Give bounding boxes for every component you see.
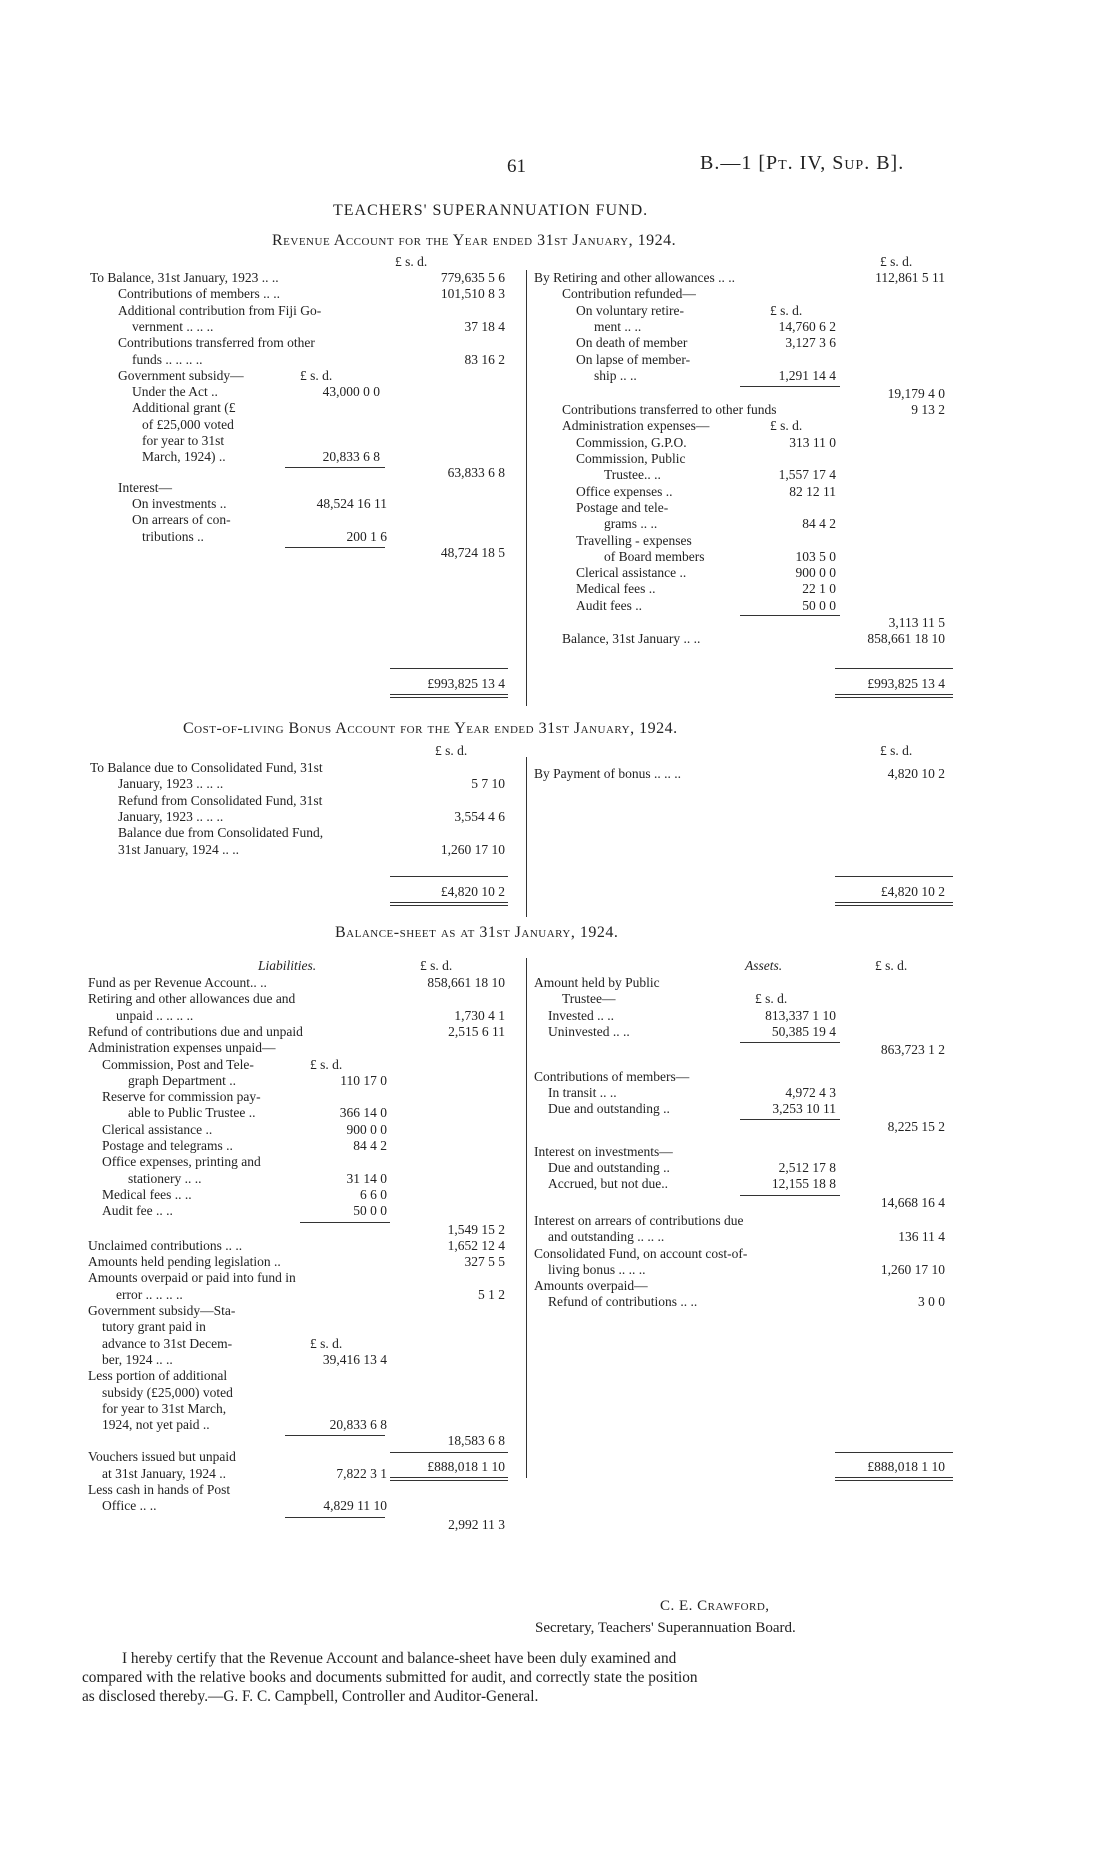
gov-subsidy-additional: 20,833 6 8: [322, 449, 380, 465]
interest-line: Interest on investments—: [534, 1143, 673, 1159]
admin-unpaid-line: graph Department ..: [128, 1072, 236, 1088]
currency-header: £ s. d.: [880, 254, 913, 269]
vouchers-line: Less cash in hands of Post: [88, 1482, 231, 1497]
revenue-left-line: Government subsidy—: [118, 367, 244, 383]
revenue-left-line: Additional contribution from Fiji Go-: [118, 302, 322, 318]
interest-investments: 48,524 16 11: [316, 495, 387, 511]
vouchers-total: 2,992 11 3: [448, 1516, 505, 1532]
liab-line: Amounts overpaid or paid into fund in: [88, 1270, 296, 1286]
balance-heading: Balance-sheet as at 31st January, 1924.: [335, 924, 619, 941]
admin-unpaid-total: 1,549 15 2: [447, 1221, 505, 1237]
other-asset-line: living bonus .. .. ..: [548, 1261, 646, 1277]
gov-grant: 39,416 13 4: [322, 1351, 387, 1367]
col-left-currency: £ s. d.: [435, 743, 468, 758]
liab-line: advance to 31st Decem-: [102, 1335, 233, 1351]
refund-voluntary: 14,760 6 2: [778, 318, 836, 334]
revenue-right-total-rule: [835, 668, 953, 669]
col-left-total-dbl: [390, 902, 508, 906]
other-asset-line: and outstanding .. .. ..: [548, 1229, 665, 1245]
col-right-amount: 4,820 10 2: [887, 766, 945, 781]
liab-line: ber, 1924 .. ..: [102, 1351, 173, 1367]
liab-amount: 1,730 4 1: [454, 1007, 505, 1023]
vouchers-amount: 7,822 3 1: [336, 1465, 387, 1481]
asset-line: Amount held by Public: [534, 975, 660, 990]
admin-item: Commission, Public: [576, 451, 686, 466]
admin-item: Clerical assistance ..: [576, 565, 687, 581]
revenue-left-line: of £25,000 voted: [142, 416, 234, 432]
col-left-line: January, 1923 .. .. ..: [118, 776, 224, 792]
contrib-line: Due and outstanding ..: [548, 1101, 670, 1117]
gov-subsidy-total: 63,833 6 8: [447, 465, 505, 481]
assets-total-dbl: [835, 1477, 953, 1481]
interest-line: Accrued, but not due..: [548, 1176, 668, 1192]
revenue-right-line: On voluntary retire-: [576, 302, 684, 318]
admin-header: £ s. d.: [770, 418, 803, 434]
trustee-header: £ s. d.: [755, 991, 788, 1007]
liab-line: Government subsidy—Sta-: [88, 1303, 236, 1318]
revenue-left-amount: 37 18 4: [464, 318, 505, 334]
gov-header: £ s. d.: [310, 1335, 343, 1351]
col-left-line: Balance due from Consolidated Fund,: [118, 825, 324, 841]
admin-item: of Board members: [604, 548, 705, 564]
col-left-amount: 3,554 4 6: [454, 808, 505, 824]
interest-amount: 2,512 17 8: [778, 1160, 836, 1175]
admin-unpaid-line: Postage and telegrams ..: [102, 1138, 233, 1153]
contrib-line: In transit .. ..: [548, 1084, 617, 1100]
assets-currency: £ s. d.: [875, 958, 908, 973]
admin-item-amount: 82 12 11: [789, 483, 836, 499]
revenue-divider: [526, 270, 527, 706]
other-asset-amount: 3 0 0: [918, 1294, 945, 1310]
assets-total-rule: [835, 1452, 953, 1453]
balance-divider: [526, 958, 527, 1478]
transferred-amount: 9 13 2: [911, 402, 945, 418]
revenue-left-line: Contributions of members .. ..: [118, 286, 280, 302]
admin-unpaid-line: Medical fees .. ..: [102, 1186, 192, 1202]
liab-total: £888,018 1 10: [427, 1459, 505, 1474]
liab-amount: 2,515 6 11: [448, 1023, 505, 1039]
revenue-left-line: Additional grant (£: [132, 400, 236, 416]
revenue-left-line: Contributions transferred from other: [118, 335, 315, 351]
revenue-left-line: On arrears of con-: [132, 512, 231, 528]
col-right-total-rule: [835, 876, 953, 877]
admin-item: Office expenses ..: [576, 483, 673, 499]
revenue-left-amount: 779,635 5 6: [440, 270, 505, 285]
interest-amount: 12,155 18 8: [771, 1176, 836, 1192]
revenue-right-line: On lapse of member-: [576, 351, 691, 367]
interest-line: Due and outstanding ..: [548, 1160, 670, 1175]
admin-item-amount: 50 0 0: [802, 597, 836, 613]
col-right-line: By Payment of bonus .. .. ..: [534, 766, 681, 781]
audit-certificate-line-2: compared with the relative books and documents submitted for audit, and correctly state the position: [82, 1669, 698, 1686]
admin-item-amount: 84 4 2: [802, 516, 836, 532]
other-asset-line: Consolidated Fund, on account cost-of-: [534, 1245, 748, 1261]
page-reference: B.—1 [Pt. IV, Sup. B].: [700, 152, 905, 174]
liab-amount: 327 5 5: [464, 1254, 505, 1270]
asset-line: Uninvested .. ..: [548, 1023, 630, 1039]
asset-line: Trustee—: [562, 991, 616, 1007]
revenue-left-total-dbl: [390, 694, 508, 698]
gov-subsidy-act: 43,000 0 0: [322, 384, 380, 400]
col-left-line: January, 1923 .. .. ..: [118, 808, 224, 824]
admin-unpaid-line: Commission, Post and Tele-: [102, 1056, 254, 1072]
asset-line: Invested .. ..: [548, 1007, 614, 1023]
audit-certificate-line-3: as disclosed thereby.—G. F. C. Campbell, Controller and Auditor-General.: [82, 1688, 539, 1705]
gov-subsidy-header: £ s. d.: [300, 367, 333, 383]
gov-total: 18,583 6 8: [447, 1433, 505, 1449]
vouchers-line: at 31st January, 1924 ..: [102, 1465, 226, 1481]
revenue-right-line: Contribution refunded—: [562, 286, 696, 302]
admin-item: Medical fees ..: [576, 581, 656, 597]
assets-total: £888,018 1 10: [867, 1459, 945, 1474]
liab-total-rule: [390, 1452, 508, 1453]
balance-line: Balance, 31st January .. ..: [562, 631, 701, 647]
liab-line: subsidy (£25,000) voted: [102, 1384, 233, 1400]
liab-amount: 858,661 18 10: [427, 975, 505, 990]
gov-less: 20,833 6 8: [329, 1417, 387, 1433]
admin-item: Trustee.. ..: [604, 467, 661, 483]
liab-line: Amounts held pending legislation ..: [88, 1254, 281, 1270]
other-asset-line: Amounts overpaid—: [534, 1278, 648, 1294]
admin-unpaid-line: Clerical assistance ..: [102, 1121, 213, 1137]
signatory-title: Secretary, Teachers' Superannuation Board.: [535, 1620, 796, 1636]
admin-item-amount: 900 0 0: [795, 565, 836, 581]
revenue-left-line: vernment .. .. ..: [132, 318, 214, 334]
revenue-right-total-dbl: [835, 694, 953, 698]
revenue-left-line: Interest—: [118, 479, 172, 495]
revenue-left-line: To Balance, 31st January, 1923 .. ..: [90, 270, 279, 285]
col-heading: Cost-of-living Bonus Account for the Year ended 31st January, 1924.: [183, 720, 678, 737]
col-left-total-rule: [390, 876, 508, 877]
liabilities-label: Liabilities.: [258, 958, 317, 973]
col-left-total: £4,820 10 2: [440, 884, 505, 899]
interest-total: 14,668 16 4: [880, 1194, 945, 1210]
revenue-right-line: By Retiring and other allowances .. ..: [534, 270, 735, 285]
other-asset-line: Refund of contributions .. ..: [548, 1294, 698, 1310]
admin-unpaid-amount: 6 6 0: [360, 1186, 387, 1202]
admin-unpaid-amount: 50 0 0: [353, 1203, 387, 1219]
vouchers-line: Vouchers issued but unpaid: [88, 1449, 236, 1465]
contrib-line: Contributions of members—: [534, 1068, 690, 1084]
revenue-heading: Revenue Account for the Year ended 31st January, 1924.: [272, 232, 677, 249]
currency-header: £ s. d.: [395, 254, 428, 269]
col-left-line: To Balance due to Consolidated Fund, 31st: [90, 760, 323, 775]
revenue-right-line: On death of member: [576, 335, 688, 351]
refund-total: 19,179 4 0: [887, 386, 945, 402]
contrib-amount: 4,972 4 3: [785, 1084, 836, 1100]
vouchers-amount: 4,829 11 10: [323, 1498, 387, 1514]
liab-line: 1924, not yet paid ..: [102, 1417, 210, 1433]
interest-arrears: 200 1 6: [346, 528, 387, 544]
revenue-right-total: £993,825 13 4: [867, 676, 945, 691]
admin-total: 3,113 11 5: [888, 615, 945, 630]
assets-label: Assets.: [745, 958, 783, 973]
revenue-right-line: ship .. ..: [594, 367, 637, 383]
col-left-amount: 1,260 17 10: [440, 841, 505, 857]
admin-item: Postage and tele-: [576, 499, 669, 515]
admin-unpaid-amount: 366 14 0: [339, 1105, 387, 1121]
liab-line: Refund of contributions due and unpaid: [88, 1023, 303, 1039]
col-left-amount: 5 7 10: [471, 776, 505, 792]
admin-unpaid-amount: 84 4 2: [353, 1138, 387, 1153]
revenue-left-amount: 101,510 8 3: [440, 286, 505, 302]
admin-line: Administration expenses—: [562, 418, 710, 434]
refund-header: £ s. d.: [770, 302, 803, 318]
signatory-name: C. E. Crawford,: [660, 1598, 770, 1614]
trustee-total: 863,723 1 2: [880, 1042, 945, 1058]
revenue-right-amount: 112,861 5 11: [875, 270, 945, 285]
col-right-total: £4,820 10 2: [880, 884, 945, 899]
revenue-left-total-rule: [390, 668, 508, 669]
col-left-line: 31st January, 1924 .. ..: [118, 841, 239, 857]
admin-unpaid-line: Audit fee .. ..: [102, 1203, 173, 1219]
liab-line: unpaid .. .. .. ..: [116, 1007, 194, 1023]
admin-item-amount: 313 11 0: [789, 434, 836, 450]
asset-amount: 813,337 1 10: [765, 1007, 836, 1023]
interest-total: 48,724 18 5: [440, 544, 505, 560]
admin-unpaid-line: Reserve for commission pay-: [102, 1089, 261, 1105]
asset-amount: 50,385 19 4: [771, 1023, 836, 1039]
liab-line: tutory grant paid in: [102, 1319, 206, 1335]
revenue-left-line: Under the Act ..: [132, 384, 218, 400]
admin-item: Travelling - expenses: [576, 532, 692, 548]
liab-total-dbl: [390, 1477, 508, 1481]
liab-line: Unclaimed contributions .. ..: [88, 1237, 243, 1253]
vouchers-line: Office .. ..: [102, 1498, 157, 1514]
liab-line: error .. .. .. ..: [116, 1286, 183, 1302]
admin-item: Commission, G.P.O.: [576, 434, 687, 450]
liab-line: for year to 31st March,: [102, 1400, 227, 1416]
balance-amount: 858,661 18 10: [867, 631, 945, 647]
liab-line: Retiring and other allowances due and: [88, 991, 296, 1007]
admin-unpaid-line: able to Public Trustee ..: [128, 1105, 256, 1121]
liab-line: Less portion of additional: [88, 1368, 228, 1384]
admin-item: Audit fees ..: [576, 597, 642, 613]
liab-line: Fund as per Revenue Account.. ..: [88, 975, 267, 990]
refund-lapse: 1,291 14 4: [778, 367, 836, 383]
liab-currency: £ s. d.: [420, 958, 453, 973]
col-left-line: Refund from Consolidated Fund, 31st: [118, 792, 323, 808]
revenue-left-line: On investments ..: [132, 495, 227, 511]
admin-item-amount: 1,557 17 4: [778, 467, 836, 483]
admin-item-amount: 22 1 0: [802, 581, 836, 597]
document-title: TEACHERS' SUPERANNUATION FUND.: [333, 202, 649, 219]
liab-line: Administration expenses unpaid—: [88, 1040, 276, 1056]
page-number: 61: [507, 156, 526, 177]
refund-death: 3,127 3 6: [785, 335, 836, 351]
other-asset-line: Interest on arrears of contributions due: [534, 1212, 744, 1228]
admin-unpaid-amount: 110 17 0: [340, 1072, 387, 1088]
admin-unpaid-header: £ s. d.: [310, 1056, 343, 1072]
revenue-left-line: March, 1924) ..: [142, 449, 226, 465]
other-asset-amount: 136 11 4: [898, 1229, 945, 1245]
admin-item: grams .. ..: [604, 516, 658, 532]
admin-unpaid-line: stationery .. ..: [128, 1170, 202, 1186]
transferred-line: Contributions transferred to other funds: [562, 402, 777, 418]
contrib-amount: 3,253 10 11: [772, 1101, 836, 1117]
admin-unpaid-amount: 900 0 0: [346, 1121, 387, 1137]
audit-certificate-line-1: I hereby certify that the Revenue Account and balance-sheet have been duly examined and: [122, 1650, 677, 1667]
col-divider: [526, 757, 527, 917]
liab-amount: 5 1 2: [478, 1286, 505, 1302]
admin-unpaid-line: Office expenses, printing and: [102, 1154, 261, 1170]
revenue-left-line: for year to 31st: [142, 433, 225, 448]
admin-unpaid-amount: 31 14 0: [346, 1170, 387, 1186]
col-right-currency: £ s. d.: [880, 743, 913, 758]
other-asset-amount: 1,260 17 10: [880, 1261, 945, 1277]
revenue-left-line: tributions ..: [142, 528, 204, 544]
revenue-left-total: £993,825 13 4: [427, 676, 505, 691]
liab-amount: 1,652 12 4: [447, 1237, 505, 1253]
col-right-total-dbl: [835, 902, 953, 906]
admin-item-amount: 103 5 0: [795, 548, 836, 564]
revenue-right-line: ment .. ..: [594, 318, 642, 334]
revenue-left-line: funds .. .. .. ..: [132, 351, 203, 367]
contrib-total: 8,225 15 2: [887, 1119, 945, 1135]
revenue-left-amount: 83 16 2: [464, 351, 505, 367]
